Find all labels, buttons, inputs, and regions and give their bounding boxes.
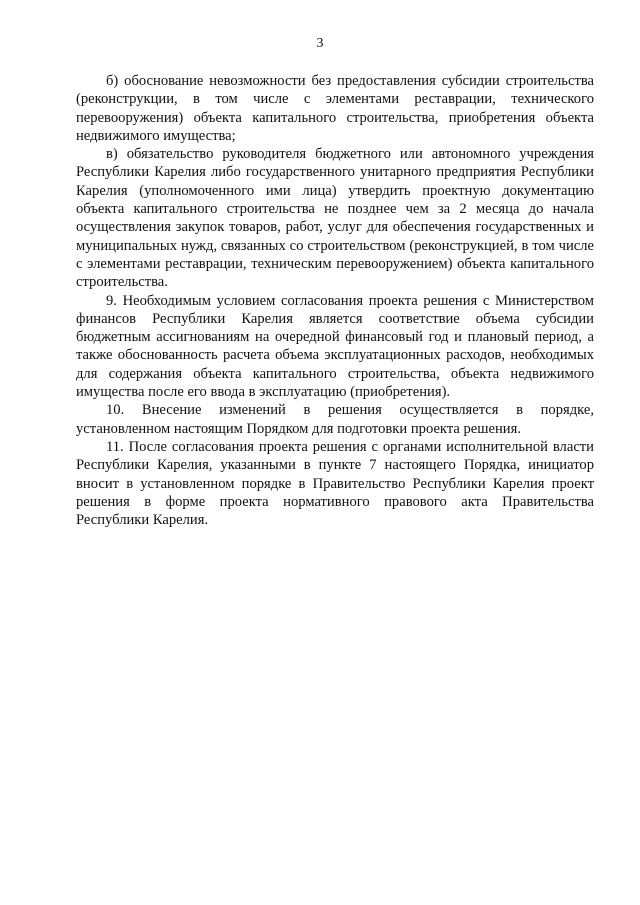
paragraph-10-amendments: 10. Внесение изменений в решения осуществляется в порядке, установленном настоящим Порядком для подготовки проекта решения. — [76, 402, 594, 437]
document-body — [76, 72, 594, 529]
page-number: 3 — [316, 36, 324, 51]
paragraph-11-submission: 11. После согласования проекта решения с органами исполнительной власти Республики Карелия, указанными в пункте 7 настоящего Порядка, инициатор вносит в установленном порядке в Правительство Республики Карелия проект решения в форме проекта нормативного правового акта Правительства Республики Карелия. — [76, 438, 594, 529]
paragraph-b-justification: б) обоснование невозможности без предоставления субсидии строительства (реконструкции, в том числе с элементами реставрации, технического перевооружения) объекта капитального строительства, приобретения объекта недвижимого имущества; — [76, 73, 594, 144]
paragraph-9-approval-condition: 9. Необходимым условием согласования проекта решения с Министерством финансов Республики Карелия является соответствие объема субсидии бюджетным ассигнованиям на очередной финансовый год и плановый период, а также обоснованность расчета объема эксплуатационных расходов, необходимых для содержания объекта капитального строительства, объекта недвижимого имущества после его ввода в эксплуатацию (приобретения). — [76, 292, 594, 401]
paragraph-v-obligation: в) обязательство руководителя бюджетного или автономного учреждения Республики Карелия либо государственного унитарного предприятия Республики Карелия (уполномоченного ими лица) утвердить проектную документацию объекта капитального строительства не позднее чем за 2 месяца до начала осуществления закупок товаров, работ, услуг для обеспечения государственных и муниципальных нужд, связанных со строительством (реконструкцией, в том числе с элементами реставрации, техническим перевооружением) объекта капитального строительства. — [76, 146, 594, 291]
